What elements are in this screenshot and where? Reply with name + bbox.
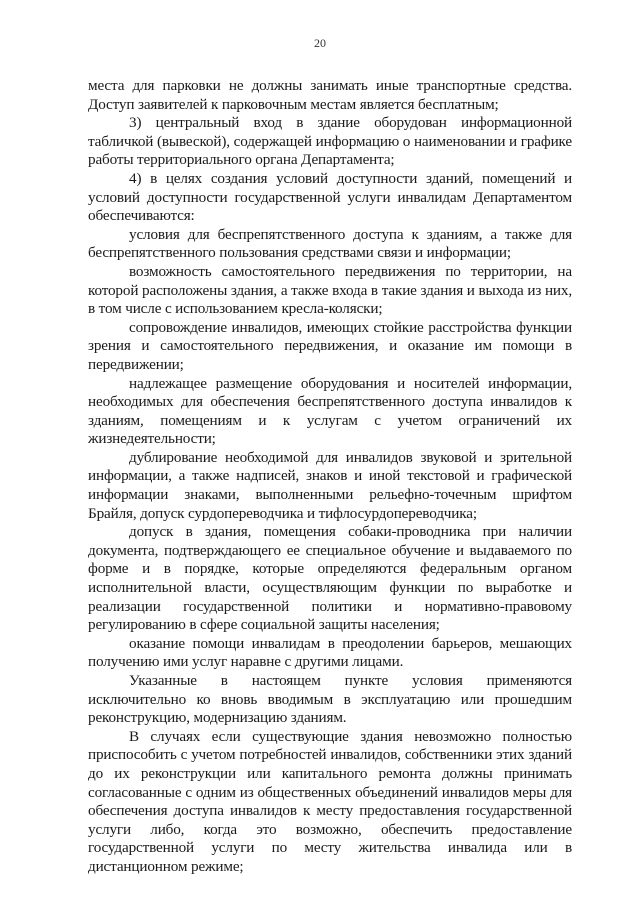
document-body xyxy=(88,77,572,877)
paragraph-equipment-placement: надлежащее размещение оборудования и носителей информации, необходимых для обеспечения беспрепятственного доступа инвалидов к зданиям, помещениям и к услугам с учетом ограничений их жизнедеятельности; xyxy=(88,374,572,448)
paragraph-guide-dog: допуск в здания, помещения собаки-проводника при наличии документа, подтверждающего ее специальное обучение и выдаваемого по форме и в порядке, которые определяются федеральным органом исполнительной власти, осуществляющим функции по выработке и реализации государственной политики и нормативно-правовому регулированию в сфере социальной защиты населения; xyxy=(88,523,572,634)
paragraph-independent-movement: возможность самостоятельного передвижения по территории, на которой расположены здания, а также входа в такие здания и выхода из них, в том числе с использованием кресла-коляски; xyxy=(88,262,572,318)
page-number: 20 xyxy=(314,36,326,50)
paragraph-conditions-scope: Указанные в настоящем пункте условия применяются исключительно ко вновь вводимым в эксплуатацию или прошедшим реконструкцию, модернизацию зданиям. xyxy=(88,672,572,727)
paragraph-information-duplication: дублирование необходимой для инвалидов звуковой и зрительной информации, а также надписей, знаков и иной текстовой и графической информации знаками, выполненными рельефно-точечным шрифтом Брайля, допуск сурдопереводчика и тифлосурдопереводчика; xyxy=(88,448,572,522)
paragraph-parking-continuation: места для парковки не должны занимать иные транспортные средства. Доступ заявителей к парковочным местам является бесплатным; xyxy=(88,77,572,113)
paragraph-item-4-accessibility: 4) в целях создания условий доступности зданий, помещений и условий доступности государственной услуги инвалидам Департаментом обеспечиваются: xyxy=(88,169,572,225)
paragraph-unobstructed-access: условия для беспрепятственного доступа к зданиям, а также для беспрепятственного пользования средствами связи и информации; xyxy=(88,225,572,262)
paragraph-existing-buildings: В случаях если существующие здания невозможно полностью приспособить с учетом потребностей инвалидов, собственники этих зданий до их реконструкции или капитального ремонта должны принимать согласованные с одним из общественных объединений инвалидов меры для обеспечения доступа инвалидов к месту предоставления государственной услуги либо, когда это возможно, обеспечить предоставление государственной услуги по месту жительства инвалида или в дистанционном режиме; xyxy=(88,727,572,875)
paragraph-assistance: оказание помощи инвалидам в преодолении барьеров, мешающих получению ими услуг наравне с другими лицами. xyxy=(88,634,572,671)
paragraph-escort: сопровождение инвалидов, имеющих стойкие расстройства функции зрения и самостоятельного передвижения, и оказание им помощи в передвижении; xyxy=(88,318,572,373)
paragraph-item-3-central-entrance: 3) центральный вход в здание оборудован информационной табличкой (вывеской), содержащей информацию о наименовании и графике работы территориального органа Департамента; xyxy=(88,114,572,169)
